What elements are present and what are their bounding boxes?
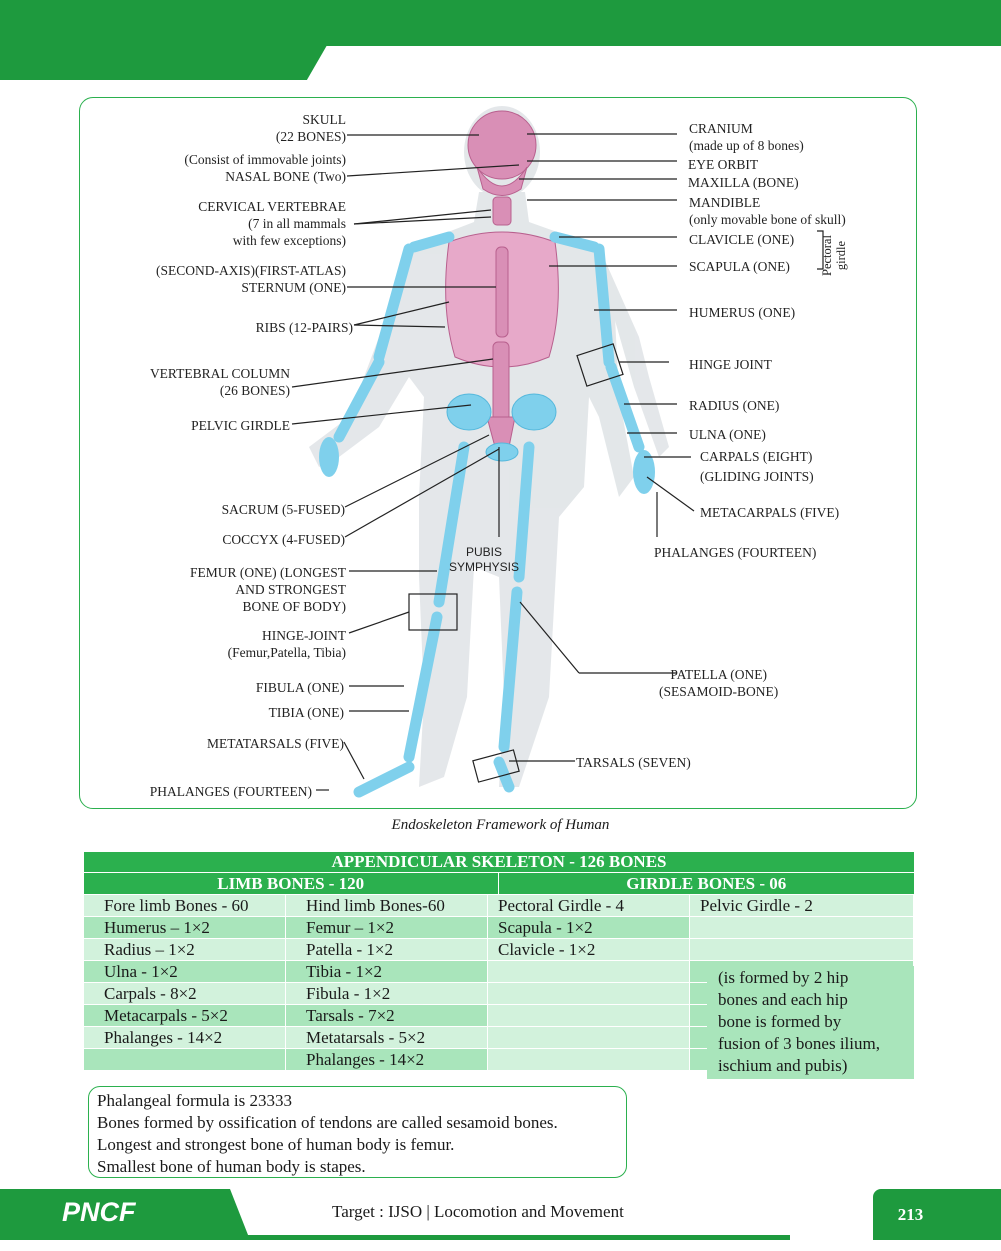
- label-ribs: RIBS (12-PAIRS): [255, 320, 353, 335]
- footer-title: Target : IJSO | Locomotion and Movement: [332, 1202, 624, 1221]
- label-sacrum: SACRUM (5-FUSED): [221, 502, 345, 517]
- table-cell: Pectoral Girdle - 4: [488, 894, 690, 916]
- table-row: [84, 938, 914, 960]
- label-radius: RADIUS (ONE): [689, 398, 780, 413]
- table-cell: Femur – 1×2: [286, 916, 488, 938]
- label-pectoral-girdle: Pectoral girdle: [820, 235, 848, 276]
- label-humerus: HUMERUS (ONE): [689, 305, 796, 320]
- table-cell: [690, 916, 914, 938]
- label-metatarsals: METATARSALS (FIVE): [207, 736, 344, 751]
- table-cell: Scapula - 1×2: [488, 916, 690, 938]
- label-pubis-symphysis: PUBIS SYMPHYSIS: [448, 545, 520, 574]
- label-eye-orbit: EYE ORBIT: [688, 157, 759, 172]
- table-title: APPENDICULAR SKELETON - 126 BONES: [84, 852, 914, 872]
- label-clavicle: CLAVICLE (ONE): [689, 232, 795, 247]
- table-cell: [488, 1004, 690, 1026]
- girdle-bones-header: GIRDLE BONES - 06: [499, 872, 915, 894]
- footer-rule: [240, 1235, 790, 1240]
- limb-bones-header: LIMB BONES - 120: [84, 872, 499, 894]
- table-cell: [488, 1026, 690, 1048]
- label-tarsals: TARSALS (SEVEN): [576, 755, 691, 770]
- table-cell: Metatarsals - 5×2: [286, 1026, 488, 1048]
- label-hinge-joint-knee: HINGE-JOINT (Femur,Patella, Tibia): [227, 628, 346, 660]
- table-cell: Radius – 1×2: [84, 938, 286, 960]
- spine-shape: [493, 342, 509, 427]
- note-line: Smallest bone of human body is stapes.: [97, 1157, 366, 1176]
- table-cell: Phalanges - 14×2: [286, 1048, 488, 1070]
- table-cell: Patella - 1×2: [286, 938, 488, 960]
- table-cell: Phalanges - 14×2: [84, 1026, 286, 1048]
- table-cell: Fore limb Bones - 60: [84, 894, 286, 916]
- label-sternum: STERNUM (ONE): [241, 280, 346, 295]
- label-mandible: MANDIBLE (only movable bone of skull): [689, 195, 846, 227]
- table-cell: Hind limb Bones-60: [286, 894, 488, 916]
- brand-logo: PNCF: [62, 1197, 136, 1227]
- label-pelvic-girdle: PELVIC GIRDLE: [191, 418, 290, 433]
- label-skull: SKULL (22 BONES): [275, 112, 346, 144]
- cervical-shape: [493, 197, 511, 225]
- table-cell: Clavicle - 1×2: [488, 938, 690, 960]
- label-axis-atlas: (SECOND-AXIS)(FIRST-ATLAS): [155, 263, 346, 278]
- label-cervical-vertebrae: CERVICAL VERTEBRAE (7 in all mammals with few exceptions): [198, 199, 346, 248]
- table-cell: Tarsals - 7×2: [286, 1004, 488, 1026]
- sternum-shape: [496, 247, 508, 337]
- header-tab: [0, 40, 330, 80]
- label-carpals: CARPALS (EIGHT) (GLIDING JOINTS): [700, 449, 814, 484]
- table-cell: Humerus – 1×2: [84, 916, 286, 938]
- table-cell: Pelvic Girdle - 2: [690, 894, 914, 916]
- label-phalanges-foot: PHALANGES (FOURTEEN): [149, 784, 312, 799]
- table-cell: [84, 1048, 286, 1070]
- header-bar: [0, 0, 1001, 46]
- label-scapula: SCAPULA (ONE): [689, 259, 790, 274]
- table-cell: Ulna - 1×2: [84, 960, 286, 982]
- table-cell: [488, 982, 690, 1004]
- label-patella: PATELLA (ONE) (SESAMOID-BONE): [659, 667, 779, 699]
- table-cell: Fibula - 1×2: [286, 982, 488, 1004]
- table-cell: Carpals - 8×2: [84, 982, 286, 1004]
- label-vertebral-column: VERTEBRAL COLUMN (26 BONES): [149, 366, 290, 398]
- table-row: [84, 916, 914, 938]
- label-coccyx: COCCYX (4-FUSED): [222, 532, 345, 547]
- table-cell: [690, 938, 914, 960]
- label-skull-note: (Consist of immovable joints): [184, 152, 346, 167]
- page-number: 213: [897, 1205, 924, 1224]
- label-maxilla: MAXILLA (BONE): [688, 175, 799, 190]
- table-cell: Tibia - 1×2: [286, 960, 488, 982]
- note-line: Phalangeal formula is 23333: [97, 1091, 292, 1110]
- label-nasal-bone: NASAL BONE (Two): [225, 169, 346, 184]
- table-cell: [488, 960, 690, 982]
- label-femur: FEMUR (ONE) (LONGEST AND STRONGEST BONE OF BODY): [190, 565, 346, 614]
- label-ulna: ULNA (ONE): [689, 427, 766, 442]
- table-cell: [488, 1048, 690, 1070]
- pelvic-girdle-note: (is formed by 2 hip bones and each hip bone is formed by fusion of 3 bones ilium, ischium and pubis): [707, 966, 914, 1079]
- note-line: Longest and strongest bone of human body is femur.: [97, 1135, 455, 1154]
- key-facts-box: [88, 1086, 627, 1178]
- label-metacarpals: METACARPALS (FIVE): [700, 505, 840, 520]
- foot-left: [359, 767, 409, 792]
- label-cranium: CRANIUM (made up of 8 bones): [689, 121, 804, 153]
- note-line: Bones formed by ossification of tendons are called sesamoid bones.: [97, 1113, 558, 1132]
- label-hinge-joint-elbow: HINGE JOINT: [689, 357, 772, 372]
- label-fibula: FIBULA (ONE): [255, 680, 344, 695]
- label-phalanges-hand: PHALANGES (FOURTEEN): [654, 545, 817, 560]
- table-row: [84, 894, 914, 916]
- figure-caption: Endoskeleton Framework of Human: [391, 817, 610, 833]
- label-tibia: TIBIA (ONE): [268, 705, 344, 720]
- table-cell: Metacarpals - 5×2: [84, 1004, 286, 1026]
